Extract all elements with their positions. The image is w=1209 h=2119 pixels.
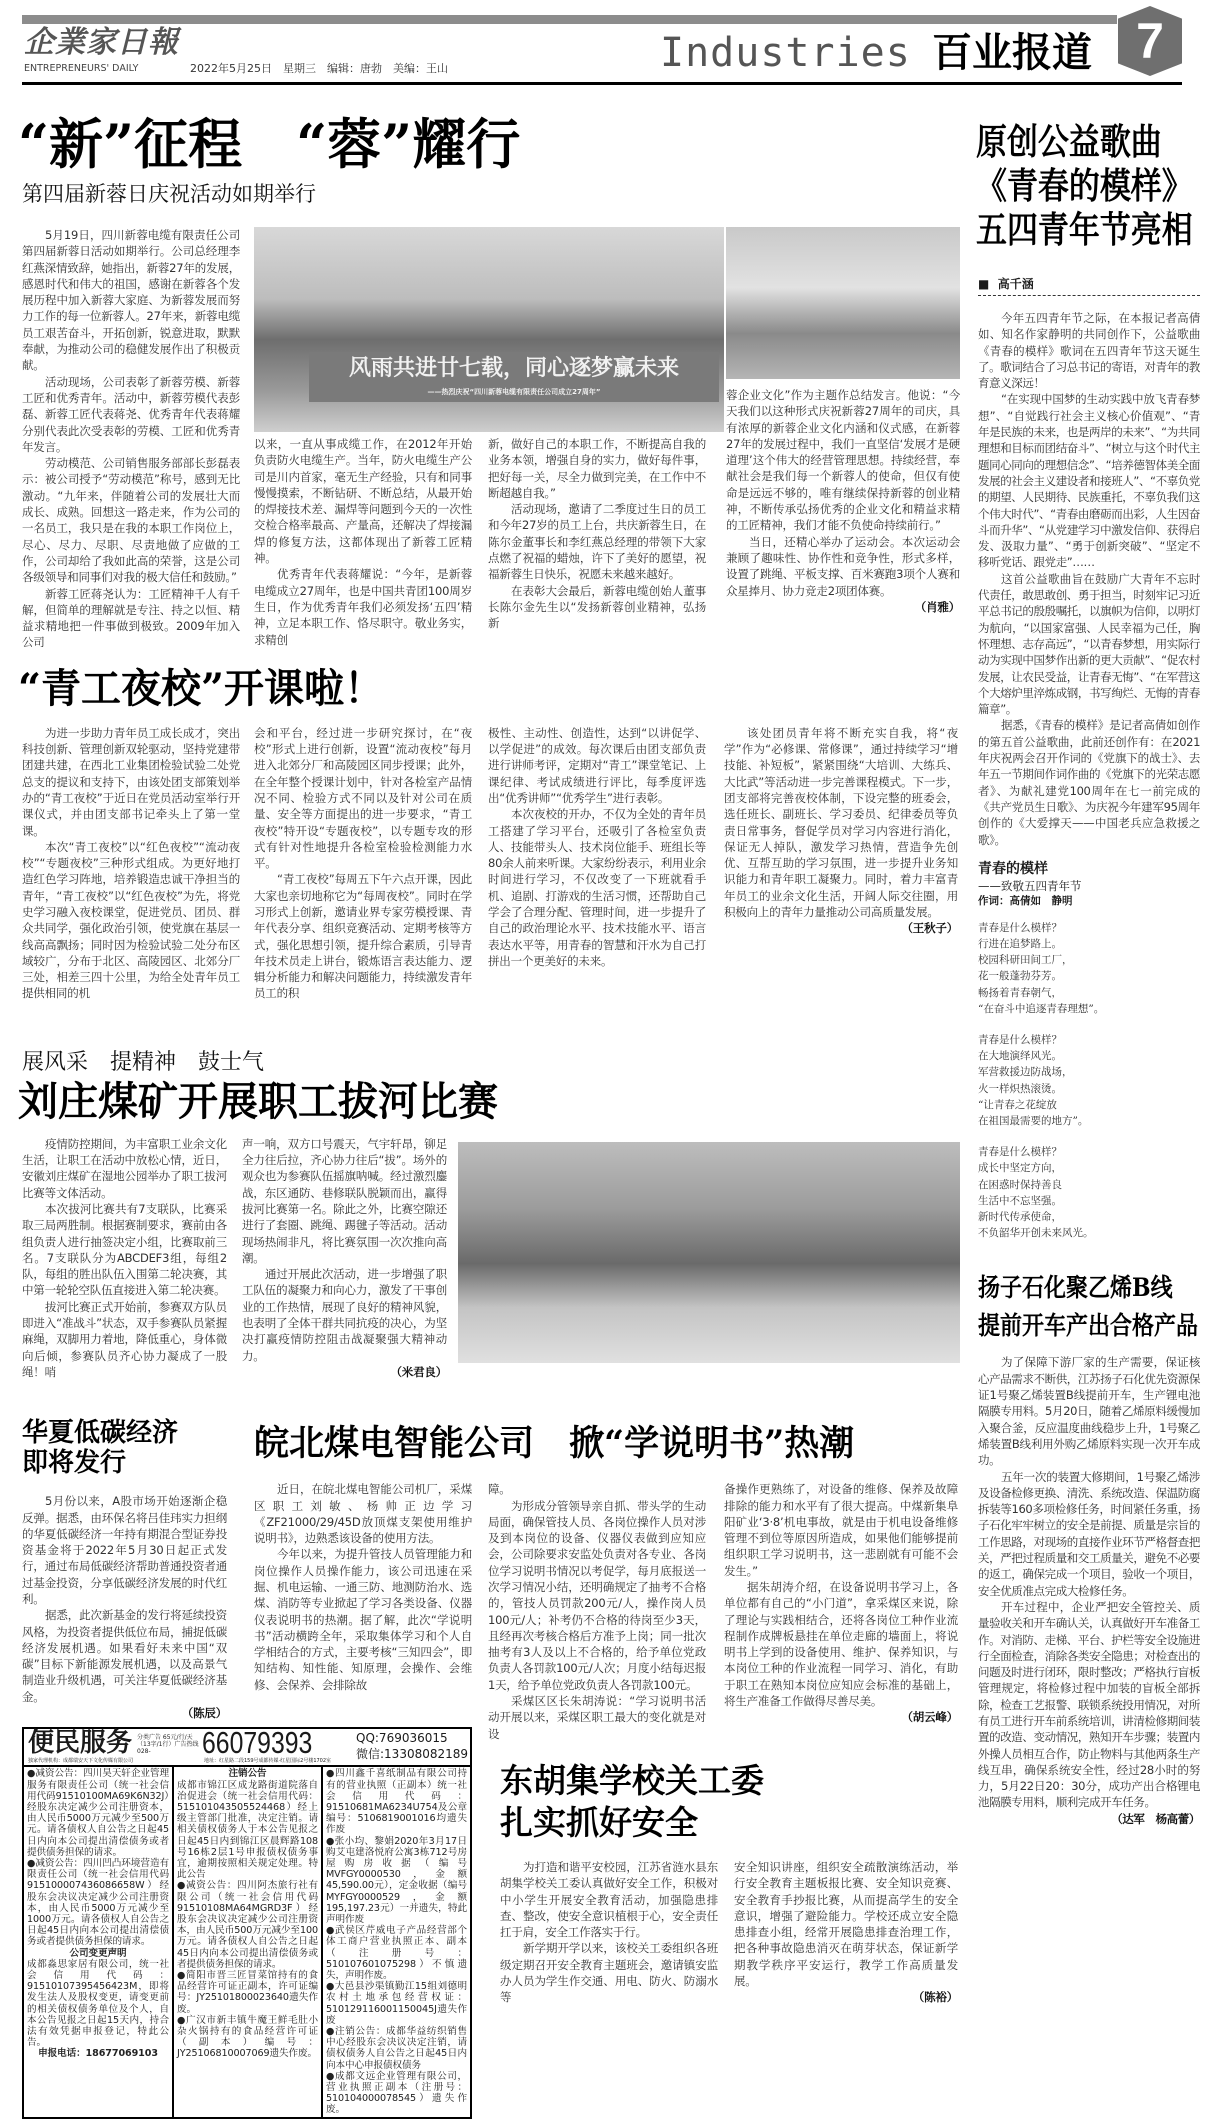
author-credit: （王秋子）: [901, 921, 958, 936]
wanbei-headline: 皖北煤电智能公司 掀“学说明书”热潮: [254, 1423, 855, 1465]
wanbei-col3: [724, 1481, 958, 1725]
paragraph: 据悉，此次新基金的发行将延续投资风格，为投资者提供低位布局，捕捉低碳经济发展机遇。如果看好未来中国“双碳”目标下新能源发展机遇，以及高景气制造业升级机遇，可关注华夏低碳经济基金。: [22, 1608, 227, 1704]
paragraph: 障。: [488, 1482, 511, 1497]
paragraph: 这首公益歌曲旨在鼓励广大青年不忘时代责任，敢思敢创、勇于担当，时刻牢记习近平总书记的殷殷嘱托，以旗帜为信仰，以明灯为航向，“以国家富强、人民幸福为己任，胸怀理想、志存高远”，“以青春梦想，用实际行动为实现中国梦作出新的更大贡献”、“促农村发展，让农民受益，让青春无悔”、“在军营这个大熔炉里淬炼成钢，书写绚烂、无悔的青春篇章”。: [978, 571, 1201, 717]
lyric-line: 青春是什么模样？: [978, 1034, 1062, 1047]
newspaper-logo-en: ENTREPRENEURS' DAILY: [24, 63, 139, 74]
stanza: [978, 920, 1200, 1017]
song-lyrics: [978, 920, 1200, 1242]
paragraph: 今年五四青年节之际，在本报记者高倩如、知名作家静明的共同创作下，公益歌曲《青春的模样》歌词在五四青年节这天诞生了。歌词结合了习总书记的寄语，对青年的教育意义深远！: [978, 311, 1200, 391]
huaxia-body: [22, 1493, 227, 1721]
paragraph: 采煤区区长朱胡涛说：“学习说明书活动开展以来，采煤区职工最大的变化就是对设: [488, 1694, 706, 1741]
paragraph: 据朱胡涛介绍，在设备说明书学习上，各单位都有自己的“小门道”，拿采煤区来说，除了理论与实践相结合，还将各岗位工种作业流程制作成牌板悬挂在单位走廊的墙面上，将说明书上学到的设备使用、维护、保养知识，与本岗位工种的作业流程一同学习、消化，有助于职工在熟知本岗位应知应会标准的基础上，将生产准备工作做得尽善尽美。: [724, 1580, 958, 1709]
bottom-section: [22, 1418, 960, 2118]
paragraph: 五年一次的装置大修期间，1号聚乙烯涉及设备检修更换、清洗、系统改造、保温防腐拆装等160多项检修任务，时间紧任务重，扬子石化牢牢树立的安全是前提、质量是宗旨的工作思路，对现场的直接作业环节严格督查把关，严把过程质量和交工质量关，避免不必要的返工，确保完成一个项目，验收一个项目，安全优质准点完成大检修任务。: [978, 1469, 1200, 1598]
paragraph: “青工夜校”每周五下午六点开课，因此大家也亲切地称它为“每周夜校”。同时在学习形式上创新，邀请业界专家劳模授课、青年代表分享、组织竞赛活动、定期考核等方式，强化思想引领，提升综合素质，引导青年技术员走上讲台，锻炼语言表达能力、逻辑分析能力和解决问题能力，持续激发青年员工的积: [254, 872, 472, 1001]
paragraph: 优秀青年代表蒋耀说：“今年，是新蓉电缆成立27周年，也是中国共青团100周岁生日，作为优秀青年我们必须发扬‘五四’精神，立足本职工作、恪尽职守。敬业务实，求精创: [254, 567, 472, 647]
paragraph: 本次夜校的开办，不仅为全处的青年员工搭建了学习平台，还吸引了各检室负责人、技能带头人、技术岗位能手、班组长等80余人前来听课。大家纷纷表示，利用业余时间进行学习，不仅改变了一下班就看手机、追剧、打游戏的生活习惯，还帮助自己学会了合理分配、管理时间，进一步提升了自己的政治理论水平、技术技能水平、语言表达水平等，用青春的智慧和汗水为自己打拼出一个更美好的未来。: [488, 807, 706, 968]
paragraph: 活动现场，公司表彰了新蓉劳模、新蓉工匠和优秀青年。活动中，新蓉劳模代表彭磊、新蓉工匠代表蒋尧、优秀青年代表蒋耀分别代表此次受表彰的劳模、工匠和优秀青年发言。: [22, 374, 240, 454]
classifieds-wechat: 微信:13308082189: [356, 1747, 469, 1762]
headline-line: 华夏低碳经济: [22, 1418, 179, 1449]
yangzi-headline: [978, 1269, 1200, 1345]
article1-sports-photo: [726, 227, 960, 379]
lyric-line: “让青春之花绽放: [978, 1098, 1057, 1111]
lyric-line: 畅扬着青春朝气，: [978, 986, 1062, 999]
author-credit: （胡云峰）: [901, 1710, 958, 1725]
masthead-top-bar: [22, 15, 1117, 24]
headline-line: 提前开车产出合格产品: [978, 1311, 1199, 1341]
classifieds-phone: 66079393: [202, 1725, 313, 1761]
headline-line: 东胡集学校关工委: [500, 1760, 764, 1800]
classifieds-qq: QQ:769036015: [356, 1731, 448, 1746]
lyric-line: 花一般蓬勃芬芳。: [978, 970, 1062, 983]
date-line: 2022年5月25日 星期三 编辑：唐勃 美编：王山: [190, 62, 448, 75]
paragraph: 极性、主动性、创造性，达到“以讲促学、以学促进”的成效。每次课后由团支部负责进行讲师考评，定期对“青工”课堂笔记、上课纪律、考试成绩进行评比，每季度评选出“优秀讲师”“优秀学生”进行表彰。: [488, 725, 706, 805]
lyric-line: 在祖国最需要的地方”。: [978, 1115, 1089, 1128]
headline-line: 扎实抓好安全: [500, 1802, 698, 1842]
lyric-line: 不负韶华开创未来风光。: [978, 1227, 1094, 1240]
lyric-line: 生活中不忘坚强。: [978, 1194, 1062, 1207]
article3-kicker: 展风采 提精神 鼓士气: [22, 1049, 265, 1075]
section-title-cn: 百业报道: [932, 30, 1092, 76]
article2-col3: [488, 725, 706, 969]
paragraph: 开车过程中，企业严把安全管控关、质量验收关和开车确认关，认真做好开车准备工作。对消防、走梯、平台、护栏等安全设施进行全面检查，消除各类安全隐患；对检查出的问题及时进行闭环，限时整改；严格执行盲板管理规定，将检修过程中加装的盲板全部拆除，检查工艺报警、联锁系统投用情况，对所有员工进行开车前系统培训，讲清检修期间装置的改造、变动情况，熟知开车步骤；装置内外操人员相互合作，防止物料与其他两条生产线互串，确保系统安全性，经过28小时的努力，5月22日20：30分，成功产出合格锂电池隔膜专用料，顺利完成开车任务。: [978, 1599, 1200, 1810]
classified-notice: ●简阳市晋三匠冒菜馆持有的食品经营许可证正副本，许可证编号：JY25101800023640遗失作废。: [177, 1970, 318, 2015]
huaxia-headline: [22, 1418, 227, 1478]
paragraph: 会和平台，经过进一步研究探讨，在“夜校”形式上进行创新，设置“流动夜校”每月进入北郊分厂和高陵园区同步授课；此外，在全年整个授课计划中，针对各检室产品情况不同、检验方式不同以及针对公司在质量、安全等方面提出的进一步要求，“青工夜校”特开设“专题夜校”，以专题专攻的形式有针对性地提升各检室检验检测能力水平。: [254, 725, 472, 871]
article3: [18, 1049, 960, 1380]
lyric-line: 行进在追梦路上。: [978, 938, 1062, 950]
classifieds-address: 地址：红星路二段159号成都传媒·红星国际2号楼1702室: [204, 1758, 332, 1765]
stanza: [978, 1144, 1200, 1241]
classifieds-header: [24, 1725, 470, 1767]
author-credit: （肖雅）: [914, 599, 960, 614]
paragraph: 备操作更熟练了，对设备的维修、保养及故障排除的能力和水平有了很大提高。中煤新集阜阳矿业‘3·8’机电事故，就是由于机电设备维修管理不到位等原因所造成，如果他们能够提前组织职工学习说明书，这一悲剧就有可能不会发生。”: [724, 1482, 958, 1578]
paragraph: 为了保障下游厂家的生产需要，保证核心产品需求不断供，江苏扬子石化优先资源保证1号聚乙烯装置B线提前开车，生产锂电池隔膜专用料。5月20日，随着乙烯原料缓慢加入聚合釜，反应温度曲线稳步上升，1号聚乙烯装置B线利用外购乙烯原料实现一次开车成功。: [978, 1355, 1200, 1468]
right-column: [978, 120, 1200, 1827]
lyric-line: 校园科研田间工厂，: [978, 954, 1073, 967]
article2-col4: [724, 725, 958, 937]
paragraph: 活动现场，邀请了二季度过生日的员工和今年27岁的员工上台，共庆新蓉生日，在陈尔金董事长和李红燕总经理的带领下大家点燃了祝福的蜡烛，许下了美好的愿望，祝福新蓉生日快乐，祝愿未来越来越好。: [488, 502, 706, 582]
paragraph: “在实现中国梦的生动实践中放飞青春梦想”、“自觉践行社会主义核心价值观”、“青年是民族的未来，也是两岸的未来”、“为共同理想和目标而团结奋斗”、“树立与这个时代主题同心同向的理想信念”、“培养德智体美全面发展的社会主义建设者和接班人”、“不辜负党的期望、人民期待、民族重托，不辜负我们这个伟大时代”、“青春由磨砺而出彩，人生因奋斗而升华”、“从党建学习中激发信仰、获得启发、汲取力量”、“勇于创新突破”、“坚定不移听党话、跟党走”……: [978, 392, 1201, 570]
stanza: [978, 1032, 1200, 1129]
paragraph: 近日，在皖北煤电智能公司机厂，采煤区职工刘敏、杨帅正边学习《ZF21000/29/45D放顶煤支架使用维护说明书》，边熟悉该设备的使用方法。: [254, 1482, 472, 1546]
wanbei-col2: [488, 1481, 706, 1742]
article3-headline: 刘庄煤矿开展职工拔河比赛: [18, 1077, 498, 1125]
lyric-line: 青春是什么模样？: [978, 1146, 1062, 1159]
paragraph: 本次拔河比赛共有7支联队，比赛采取三局两胜制。根据赛制要求，赛前由各组负责人进行抽签决定小组，比赛取前三名。7支联队分为ABCDEF3组，每组2队，每组的胜出队伍入围第二轮决赛，其中第一轮轮空队伍直接进入第二轮决赛。: [22, 1201, 227, 1298]
classifieds-col3: [321, 1767, 470, 2116]
photo-banner: [309, 352, 719, 402]
article1-col1: [22, 227, 240, 651]
paragraph: 在表彰大会最后，新蓉电缆创始人董事长陈尔金先生以“发扬新蓉创业精神，弘扬新: [488, 583, 706, 631]
classified-notice: ●广汉市新丰镇牛魔王鲜毛肚小杂火锅持有的食品经营许可证（副本）编号：JY25106810007069遗失作废。: [177, 2014, 318, 2060]
paragraph: 新蓉工匠蒋尧认为：工匠精神千人有千解，但简单的理解就是专注、持之以恒、精益求精地把一件事做到极致。2009年加入公司: [22, 586, 240, 650]
donghuji-article: [488, 1760, 958, 2006]
paragraph: 为进一步助力青年员工成长成才，突出科技创新、管理创新双轮驱动，坚持党建带团建共建，在西北工业集团检验试验二处党总支的提议和支持下，由该处团支部策划举办的“青工夜校”于近日在党员活动室举行开课仪式，并由团支部书记牵头上了第一堂课。: [22, 725, 240, 838]
article1-group-photo: [254, 227, 724, 432]
lyric-line: 在困惑时保持善良: [978, 1178, 1062, 1191]
classifieds-rate: 分类广告 65元/行/天（13字/1行）广告热线028-: [137, 1734, 199, 1756]
photo-banner-caption: ——热烈庆祝“四川新蓉电缆有限责任公司成立27周年”: [427, 388, 601, 396]
paragraph: 新，做好自己的本职工作，不断提高自我的业务本领，增强自身的实力，做好每件事，把好每一关，尽全力做到完美，在工作中不断超越自我。”: [488, 437, 706, 500]
song-subtitle: ——致敬五四青年节: [978, 878, 1082, 893]
classified-notice: ●减资公告：四川昊天轩企业管理服务有限责任公司（统一社会信用代码91510100MA69K6N32J）经股东决定减少公司注册资本，由人民币5000万元减少至500万元。请各债权人自公告之日起45日内向本公司提出清偿债务或者提供债务担保的请求。: [27, 1768, 169, 1858]
lyric-line: 军营救援边防战场，: [978, 1066, 1073, 1079]
article2-col2: [254, 725, 472, 1002]
paragraph: 为形成分管领导亲自抓、带头学的生动局面，确保管技人员、各岗位操作人员对涉及到本岗位的设备、仪器仪表做到应知应会，公司除要求安监处负责对各专业、各岗位学习说明书情况以考促学，每月底报送一次学习情况小结，还明确规定了抽考不合格的，管技人员罚款200元/人，操作岗人员100元/人；补考仍不合格的待岗至少3天，且经再次考核合格后方准予上岗；同一批次抽考有3人及以上不合格的，给予单位党政负责人各罚款100元/人次；月度小结每迟报1天，给予单位党政负责人各罚款100元。: [488, 1498, 706, 1692]
article2-col1: [22, 725, 240, 1002]
tug-of-war-photo: [458, 1142, 960, 1363]
author-name: 高千涵: [997, 277, 1034, 291]
song-article-headline: [976, 120, 1200, 252]
classifieds-box: [22, 1727, 472, 2118]
section-title-en: Industries: [660, 30, 911, 76]
classified-notice: ●张小均、黎娟2020年3月17日购艾屯建洛悦府公寓3栋712号房屋购房收据（编号MVFGY0000530，金额45,590.00元），定金收据（编号MYFGY0000529，金额195,197.23元）一并遗失，特此声明作废: [326, 1835, 467, 1926]
paragraph: 为打造和谐平安校园，江苏省涟水县东胡集学校关工委认真做好安全工作，积极对中小学生开展安全教育活动，加强隐患排查、整改，使安全意识植根于心，安全责任扛于肩，安全工作落实于行。: [500, 1859, 718, 1940]
paragraph: 据悉，《青春的模样》是记者高倩如创作的第五首公益歌曲，此前还创作有：在2021年庆祝两会召开作词的《党旗下的战士》、去年五一节期间作词作曲的《党旗下的光荣志愿者》、为献礼建党100周年在七一前完成的《共产党员生日歌》、为庆祝今年建军95周年创作的《大爱撑天——中国老兵应急救援之歌》。: [978, 718, 1200, 847]
song-title: 青春的模样: [978, 860, 1048, 877]
song-credits: 作词：高倩如 静明: [978, 894, 1073, 907]
lyric-line: 在大地演绎风光。: [978, 1050, 1062, 1063]
notice-heading: 公司变更声明: [69, 1947, 127, 1959]
lyric-line: 成长中坚定方向，: [978, 1162, 1062, 1175]
headline-line: 扬子石化聚乙烯B线: [978, 1273, 1173, 1303]
article1-headline: “新”征程 “蓉”耀行: [18, 112, 521, 176]
classified-notice: 成都淼思家居有限公司，统一社会信用代码：91510107395456423M，即将发生法人及股权变更，请变更前的相关债权债务单位及个人，自本公告见报之日起15天内，持合法有效凭据申报登记，特此公告。: [27, 1958, 169, 2049]
author-credit: （陈辰）: [181, 1706, 227, 1721]
paragraph: 该处团员青年将不断充实自我，将“夜学”作为“必修课、常修课”，通过持续学习“增技能、补短板”，紧紧围绕“大培训、大练兵、大比武”等活动进一步完善课程模式。下一步，团支部将完善夜校体制，下设完整的班委会，选任班长、副班长、学习委员、纪律委员等负责日常事务，督促学员对学习内容进行消化，保证无人掉队，激发学习热情，营造争先创优、互帮互助的学习氛围，进一步提升业务知识能力和青年职工凝聚力。同时，着力丰富青年员工的业余文化生活，开阔人际交往圈，用积极向上的青年力量推动公司高质量发展。: [724, 725, 958, 919]
page-number: 7: [1136, 13, 1164, 69]
photo-banner-text: 风雨共进廿七载，同心逐梦赢未来: [348, 356, 679, 381]
main-area: [18, 112, 960, 2119]
article1: [18, 112, 960, 651]
paragraph: 疫情防控期间，为丰富职工业余文化生活，让职工在活动中放松心情，近日，安徽刘庄煤矿在湿地公园举办了职工拔河比赛等文体活动。: [22, 1136, 227, 1200]
classifieds-col2: [172, 1767, 321, 2116]
paragraph: 通过开展此次活动，进一步增强了职工队伍的凝聚力和向心力，激发了干事创业的工作热情，展现了良好的精神风貌，也表明了全体干群共同抗疫的决心，为坚决打赢疫情防控阻击战凝聚强大精神动力。: [242, 1267, 447, 1363]
classifieds-col1: [24, 1767, 172, 2116]
notice-heading: 申报电话：18677069103: [38, 2048, 158, 2060]
yangzi-body: [978, 1354, 1200, 1827]
classifieds-agency: 独家代理机构：成都瑞安天下文化传媒有限公司: [28, 1758, 134, 1765]
notice-heading: 注销公告: [228, 1768, 267, 1780]
classified-notice: ●四川鑫千喜纸制品有限公司持有的营业执照（正副本）统一社会信用代码：91510681MA6234U754及公章编号：5106819001016均遗失作废: [326, 1768, 467, 1836]
donghuji-col2: [734, 1859, 958, 2006]
article3-col2: [242, 1136, 447, 1380]
donghuji-col1: [500, 1859, 718, 2006]
article2-headline: “青工夜校”开课啦！: [18, 664, 385, 712]
paragraph: 5月19日，四川新蓉电缆有限责任公司第四届新蓉日活动如期举行。公司总经理李红燕深情致辞，她指出，新蓉27年的发展，感恩时代和伟大的祖国，感谢在新蓉各个发展历程中加入新蓉大家庭、为新蓉发展而努力工作的每一位新蓉人。27年来，新蓉电缆员工艰苦奋斗，开拓创新，锐意进取，默默奉献，为推动公司的稳健发展作出了积极贡献。: [22, 228, 240, 373]
paragraph: 劳动模范、公司销售服务部部长彭磊表示：被公司授予“劳动模范”称号，感到无比激动。“九年来，伴随着公司的发展壮大而成长、成熟。回想这一路走来，作为公司的一名员工，我只是在我的本职工作岗位上，尽心、尽力、尽职、尽责地做了应做的工作，公司却给了我如此高的荣誉，这是公司各级领导和同事们对我的极大信任和鼓励。”: [22, 456, 240, 585]
author-credit: （达军 杨高蕾）: [1111, 1811, 1200, 1826]
classified-notice: ●减资公告：四川凹凸环境营造有限责任公司（统一社会信用代码915100007436086658W）经股东会决议决定减少公司注册资本，由人民币5000万元减少至1000万元。请各债权人自公告之日起45日内向本公司提出清偿债务或者提供债务担保的请求。: [27, 1858, 169, 1948]
headline-line: 五四青年节亮相: [976, 209, 1193, 251]
song-article-body: [978, 310, 1200, 848]
lyric-line: 新时代传承使命，: [978, 1211, 1062, 1224]
author-credit: （米君良）: [390, 1364, 447, 1379]
classifieds-title: 便民服务: [28, 1728, 133, 1759]
headline-line: 即将发行: [22, 1448, 127, 1479]
paragraph: 蓉企业文化”作为主题作总结发言。他说：“今天我们以这种形式庆祝新蓉27周年的司庆，具有浓厚的新蓉企业文化内涵和仪式感，在新蓉27年的发展过程中，我们一直坚信‘发展才是硬道理’这个伟大的经营管理思想。持续经营，奉献社会是我们每一个新蓉人的使命，但仅有使命是远远不够的，唯有继续保持新蓉的创业精神，不断传承弘扬优秀的企业文化和精益求精的工匠精神，我们才能不负使命持续前行。”: [726, 388, 960, 533]
headline-line: 原创公益歌曲: [976, 121, 1162, 163]
paragraph: 拔河比赛正式开始前，参赛双方队员即进入“准战斗”状态，双手参赛队员紧握麻绳，双脚用力着地，降低重心，身体微向后倾，参赛队员齐心协力凝成了一股绳！哨: [22, 1299, 227, 1379]
article1-col4: [726, 387, 960, 615]
headline-line: 《青春的模样》: [976, 165, 1193, 207]
lyric-line: 青春是什么模样？: [978, 921, 1062, 934]
paragraph: 本次“青工夜校”以“红色夜校”“流动夜校”“专题夜校”三种形式组成。为更好地打造红色学习阵地，培养锻造忠诚干净担当的青年，“青工夜校”以“红色夜校”为先，将党史学习融入夜校课堂，促进党员、团员、群众共同学，强化政治引领，使党旗在基层一线高高飘扬；同时因为检验试验二处分布区域较广，分布于北区、高陵园区、北郊分厂三处，相差三四十公里，为给全处青年员工提供相同的机: [22, 839, 240, 1001]
paragraph: 当日，还精心举办了运动会。本次运动会兼顾了趣味性、协作性和竞争性，形式多样，设置了跳绳、平板支撑、百米赛跑3项个人赛和众星捧月、协力竞走2项团体赛。: [726, 534, 960, 598]
classified-notice: ●成都文远企业管理有限公司，营业执照正副本（注册号：510104000078545）遗失作废。: [326, 2070, 467, 2116]
article1-col3: [488, 436, 706, 632]
article1-col2: [254, 436, 472, 648]
newspaper-logo: 企業家日報: [24, 25, 179, 60]
lyric-line: “在奋斗中追逐青春理想”。: [978, 1002, 1105, 1015]
article2: [18, 664, 960, 1002]
huaxia-article: [22, 1418, 227, 1721]
article1-subtitle: 第四届新蓉日庆祝活动如期举行: [22, 182, 316, 206]
paragraph: 以来，一直从事成缆工作，在2012年开始负责防火电缆生产。当年，防火电缆生产公司是川内首家，毫无生产经验，只有和同事慢慢摸索，不断钻研、不断总结，从最开始的焊接技术差、漏焊等问题到今天的一次性交检合格率最高、产量高，还解决了焊接漏焊的修复方法，这都体现出了新蓉工匠精神。: [254, 437, 472, 566]
classified-notice: ●大邑县沙渠镇勤江15组刘德明农村土地承包经营权证：510129116001150045J遗失作废: [326, 1981, 467, 2026]
lyric-line: 火一样炽热滚烫。: [978, 1082, 1062, 1095]
article3-col1: [22, 1136, 227, 1380]
classified-notice: ●注销公告：成都华益纺织销售中心经股东会决议决定注销，请债权债务人自公告之日起45日内向本中心申报债权债务: [326, 2026, 467, 2071]
paragraph: 声一响，双方口号震天，气宇轩昂，铆足全力往后拉，齐心协力往后“拔”。场外的观众也为参赛队伍摇旗呐喊。经过激烈鏖战，东区通防、巷修联队脱颖而出，赢得拔河比赛第一名。除此之外，比赛空隙还进行了套圈、跳绳、踢毽子等活动。活动现场热闹非凡，将比赛氛围一次次推向高潮。: [242, 1136, 447, 1265]
paragraph: 今年以来，为提升管技人员管理能力和岗位操作人员操作能力，该公司迅速在采掘、机电运输、一通三防、地测防治水、选煤、消防等专业掀起了学习各类设备、仪器仪表说明书的热潮。据了解，此次“学说明书”活动横跨全年，采取集体学习和个人自学相结合的方式，主要考核“三知四会”，即知结构、知性能、知原理，会操作、会维修、会保养、会排除故: [254, 1547, 472, 1692]
square-bullet-icon: ■: [978, 277, 990, 291]
paragraph: 5月份以来，A股市场开始逐渐企稳反弹。据悉，由环保名将吕佳玮实力担纲的华夏低碳经济一年持有期混合型证券投资基金将于2022年5月30日起正式发行，通过布局低碳经济帮助普通投资者通过基金投资，分享低碳经济发展的时代红利。: [22, 1494, 227, 1606]
author-byline: [978, 276, 1200, 296]
classified-notice: ●武侯区芹威电子产品经营部个体工商户营业执照正本、副本（注册号：510107601075298）不慎遗失，声明作废。: [326, 1925, 467, 1982]
paragraph: 新学期开学以来，该校关工委组织各班级定期召开安全教育主题班会，邀请镇安监办人员为学生作交通、用电、防火、防溺水等: [500, 1941, 718, 2005]
classified-notice: ●减资公告：四川阿杰旅行社有限公司（统一社会信用代码91510108MA64MGRD3F）经股东会决议决定减少公司注册资本，由人民币500万元减少至100万元。请各债权人自公告之日起45日内向本公司提出清偿债务或者提供债务担保的请求。: [177, 1880, 318, 1970]
donghuji-headline: [500, 1760, 958, 1844]
author-credit: （陈裕）: [912, 1990, 958, 2005]
masthead-rule: [22, 82, 1182, 85]
classified-notice: 成都市锦江区成龙路街道院落自治促进会（统一社会信用代码：515101043505524468）经上级主管部门批准，决定注销。请相关债权债务人于本公告见报之日起45日内到锦江区晨辉路108号16栋2层1号申报债权债务事宜，逾期按照相关规定处理。特此公告: [177, 1779, 318, 1881]
paragraph: 安全知识讲座，组织安全疏散演练活动，举行安全教育主题板报比赛、安全知识竞赛、安全教育手抄报比赛，从而提高学生的安全意识，增强了避险能力。学校还成立安全隐患排查小组，经常开展隐患排查治理工作，把各种事故隐患消灭在萌芽状态，保证新学期教学秩序平安运行，教学工作高质量发展。: [734, 1859, 958, 1989]
